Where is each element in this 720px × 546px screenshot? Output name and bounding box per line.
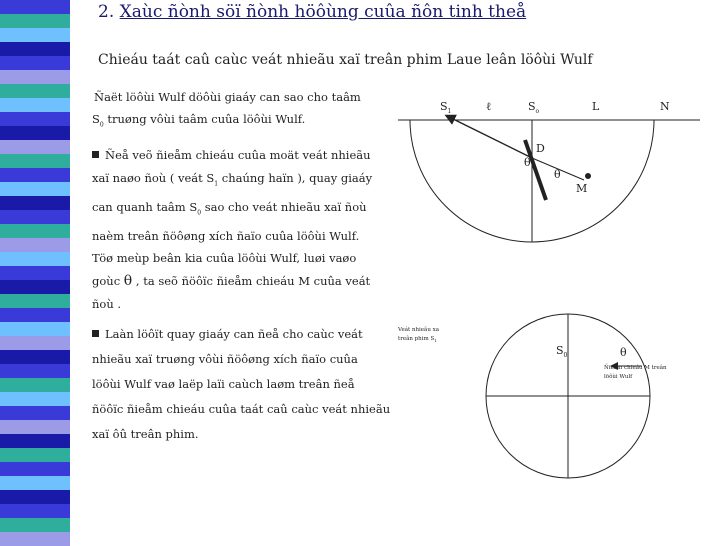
para3-line-e: xaï ôû treân phim. bbox=[92, 427, 199, 441]
left-note-line2 bbox=[398, 335, 439, 345]
para2-f-rest: , ta seõ ñöôïc ñieåm chieáu M cuûa veát bbox=[132, 274, 371, 289]
para2-f: goùc bbox=[92, 274, 124, 289]
label-theta-b: θ bbox=[554, 168, 561, 181]
label-s0 bbox=[528, 100, 539, 115]
left-note-line1: Veát nhieãu xa bbox=[398, 327, 440, 333]
para2-c: can quanh taâm S bbox=[92, 199, 198, 214]
bottom-diagram bbox=[486, 314, 650, 478]
para3-line-b: nhieãu xaï truøng vôùi ñöôøng xích ñaïo cuûa bbox=[92, 352, 358, 366]
top-diagram bbox=[398, 116, 700, 242]
label-theta-bottom: θ bbox=[620, 346, 627, 359]
label-n: N bbox=[660, 100, 670, 113]
label-s1 bbox=[440, 100, 451, 115]
para3-a: Laàn löôït quay giaáy can ñeå cho caùc veát bbox=[105, 327, 363, 341]
right-note bbox=[604, 364, 667, 382]
label-s0-bottom-sub: 0 bbox=[563, 352, 568, 360]
label-s1-sub: 1 bbox=[447, 108, 452, 116]
label-s0-sub: o bbox=[535, 108, 540, 116]
para2-line-e: Töø meùp beân kia cuûa löôùi Wulf, luøi vaøo bbox=[92, 251, 357, 266]
para2-b-rest: chaúng haïn ), quay giaáy bbox=[218, 170, 373, 185]
left-note-sub: 1 bbox=[434, 338, 437, 344]
label-s0-bottom-text: S bbox=[556, 344, 564, 357]
reflected-ray bbox=[447, 116, 532, 158]
para3-line-c: löôùi Wulf vaø laëp laïi caùch laøm treân ñeå bbox=[92, 377, 355, 391]
right-note-line2: löôùi Wulf bbox=[604, 374, 633, 380]
label-theta-a: θ bbox=[524, 156, 531, 169]
para2-b: xaï naøo ñoù ( veát S bbox=[92, 170, 215, 185]
slide-subtitle: Chieáu taát caû caùc veát nhieãu xaï treân phim Laue leân löôùi Wulf bbox=[98, 52, 593, 68]
label-s0-bottom bbox=[556, 344, 567, 359]
para2-a: Ñeå veõ ñieåm chieáu cuûa moät veát nhieãu bbox=[105, 148, 371, 162]
label-m: M bbox=[576, 182, 588, 195]
left-note-text: treân phim S bbox=[398, 336, 435, 342]
left-note bbox=[398, 326, 439, 345]
para2-c-sub: 0 bbox=[197, 209, 202, 216]
para2-line-g: ñoù . bbox=[92, 296, 122, 311]
para1-s: S bbox=[92, 112, 100, 126]
title-text: Xaùc ñònh söï ñònh höôùng cuûa ñôn tinh theå bbox=[119, 2, 527, 22]
para3-line-d: ñöôïc ñieåm chieáu cuûa taát caû caùc veát nhieãu bbox=[92, 402, 391, 416]
label-s1-text: S bbox=[440, 100, 448, 113]
label-s0-text: S bbox=[528, 100, 536, 113]
title-number: 2. bbox=[98, 2, 115, 22]
para1-line1: Ñaët löôùi Wulf döôùi giaáy can sao cho taâm bbox=[94, 90, 361, 104]
para2-b-sub: 1 bbox=[214, 180, 219, 187]
para1-sub: 0 bbox=[99, 121, 104, 129]
label-ell: ℓ bbox=[486, 100, 492, 113]
para1-rest: truøng vôùi taâm cuûa löôùi Wulf. bbox=[103, 112, 306, 126]
right-note-line1: Ñieåm chieáu M treân bbox=[604, 365, 667, 371]
theta-symbol: θ bbox=[123, 273, 133, 290]
para2-line-d: naèm treân ñöôøng xích ñaïo cuûa löôùi Wulf. bbox=[92, 228, 360, 243]
label-l: L bbox=[592, 100, 600, 113]
para2-c-rest: sao cho veát nhieãu xaï ñoù bbox=[201, 199, 367, 214]
label-d: D bbox=[536, 142, 545, 155]
point-m bbox=[585, 173, 591, 179]
